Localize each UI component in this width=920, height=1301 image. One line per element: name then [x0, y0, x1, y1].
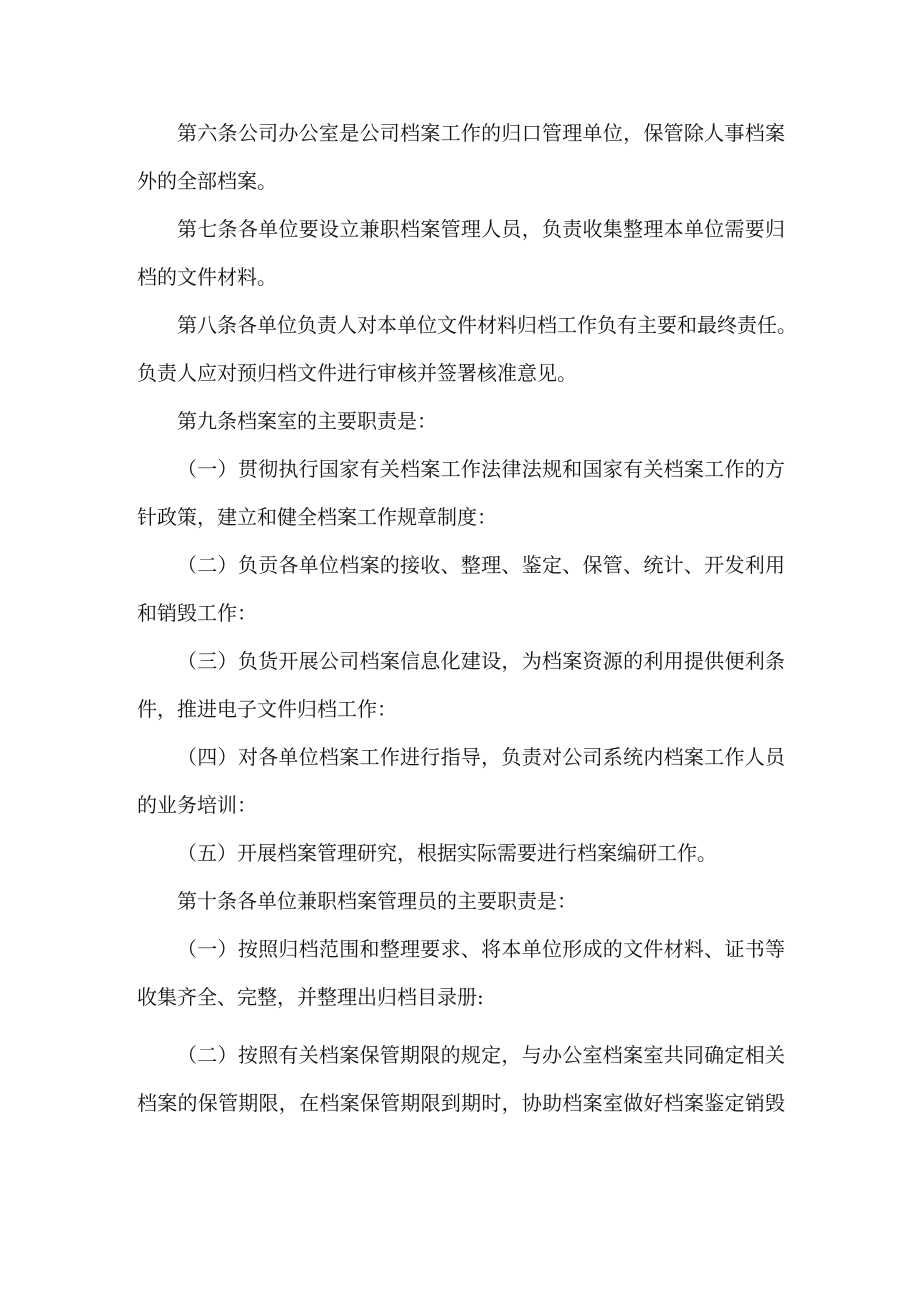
article-9-paragraph [137, 397, 785, 445]
article-10-item-2 [137, 1031, 785, 1127]
article-8-paragraph [137, 301, 797, 397]
paragraph-line: （二）负贡各单位档案的接收、整理、鉴定、保管、统计、开发利用 [177, 553, 785, 577]
paragraph-line: （一）贯彻执行国家有关档案工作法律法规和国家有关档案工作的方 [177, 457, 785, 481]
paragraph-line: 件，推进电子文件归档工作： [137, 697, 397, 721]
article-9-item-5 [137, 829, 785, 877]
article-9-item-2 [137, 541, 785, 637]
article-6-paragraph [137, 109, 785, 205]
paragraph-line: 负责人应对预归档文件进行审核并签署核准意见。 [137, 361, 577, 385]
paragraph-line: 第九条档案室的主要职责是： [177, 409, 437, 433]
document-body [137, 109, 797, 1127]
paragraph-line: 第七条各单位要设立兼职档案管理人员，负责收集整理本单位需要归 [177, 217, 785, 241]
article-9-item-3 [137, 637, 785, 733]
paragraph-line: 第六条公司办公室是公司档案工作的归口管理单位，保管除人事档案 [177, 121, 785, 145]
article-9-item-4 [137, 733, 785, 829]
paragraph-line: （二）按照有关档案保管期限的规定，与办公室档案室共同确定相关 [177, 1043, 785, 1067]
paragraph-line: 档案的保管期限，在档案保管期限到期时，协助档案室做好档案鉴定销毁 [137, 1091, 785, 1115]
paragraph-line: 第十条各单位兼职档案管理员的主要职责是： [177, 889, 577, 913]
article-9-item-1 [137, 445, 785, 541]
paragraph-line: 针政策，建立和健全档案工作规章制度： [137, 505, 497, 529]
paragraph-line: （三）负货开展公司档案信息化建设，为档案资源的利用提供便利条 [177, 649, 785, 673]
paragraph-line: 和销毁工作： [137, 601, 257, 625]
paragraph-line: （一）按照归档范围和整理要求、将本单位形成的文件材料、证书等 [177, 937, 785, 961]
paragraph-line: 的业务培训： [137, 793, 257, 817]
paragraph-line: （五）开展档案管理研究，根据实际需要进行档案编研工作。 [177, 841, 717, 865]
article-10-paragraph [137, 877, 785, 925]
paragraph-line: （四）对各单位档案工作进行指导，负责对公司系统内档案工作人员 [177, 745, 785, 769]
paragraph-line: 收集齐全、完整，并整理出归档目录册: [137, 985, 484, 1009]
paragraph-line: 档的文件材料。 [137, 265, 277, 289]
paragraph-line: 第八条各单位负责人对本单位文件材料归档工作负有主要和最终责任。 [177, 313, 797, 337]
paragraph-line: 外的全部档案。 [137, 169, 277, 193]
article-10-item-1 [137, 925, 785, 1021]
article-7-paragraph [137, 205, 785, 301]
